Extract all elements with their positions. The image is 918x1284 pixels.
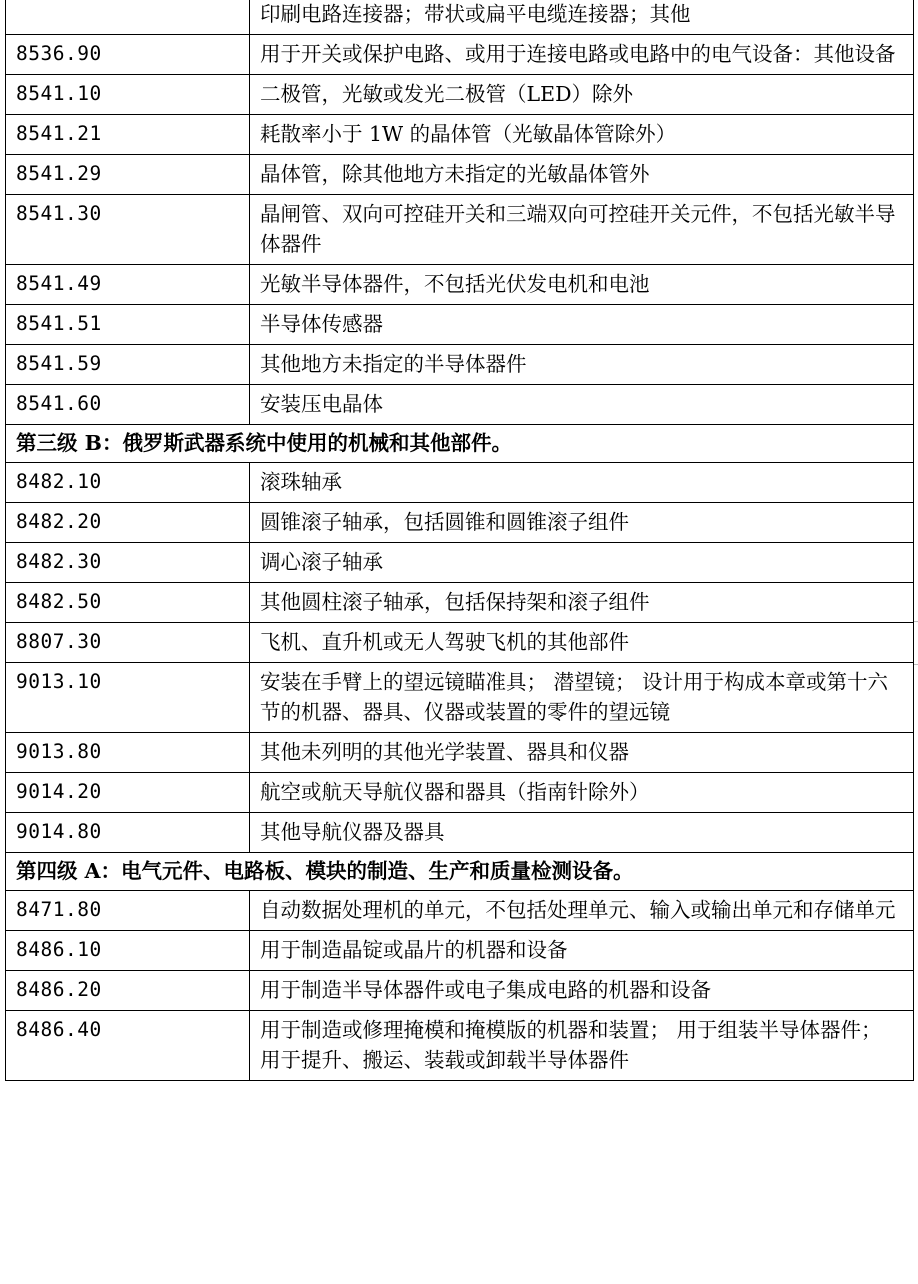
hs-code-cell: 8486.10 — [6, 931, 250, 971]
section-title: 第三级 B：俄罗斯武器系统中使用的机械和其他部件。 — [6, 425, 914, 463]
hs-code-cell: 8541.60 — [6, 385, 250, 425]
description-cell: 圆锥滚子轴承，包括圆锥和圆锥滚子组件 — [250, 503, 914, 543]
hs-code-cell: 8482.10 — [6, 463, 250, 503]
table-row — [6, 35, 914, 75]
hs-code-cell: 9014.80 — [6, 813, 250, 853]
description-cell: 其他导航仪器及器具 — [250, 813, 914, 853]
table-row — [6, 463, 914, 503]
hs-code-cell: 8482.20 — [6, 503, 250, 543]
hs-code-cell: 8807.30 — [6, 623, 250, 663]
description-cell: 其他地方未指定的半导体器件 — [250, 345, 914, 385]
hs-code-table — [5, 0, 914, 1081]
description-cell: 用于制造半导体器件或电子集成电路的机器和设备 — [250, 971, 914, 1011]
hs-code-cell: 8541.21 — [6, 115, 250, 155]
description-cell: 飞机、直升机或无人驾驶飞机的其他部件 — [250, 623, 914, 663]
table-row — [6, 345, 914, 385]
description-cell: 其他圆柱滚子轴承，包括保持架和滚子组件 — [250, 583, 914, 623]
hs-code-cell: 8541.29 — [6, 155, 250, 195]
hs-code-cell: 8482.50 — [6, 583, 250, 623]
hs-code-cell: 9014.20 — [6, 773, 250, 813]
description-cell: 晶体管，除其他地方未指定的光敏晶体管外 — [250, 155, 914, 195]
description-cell: 用于开关或保护电路、或用于连接电路或电路中的电气设备：其他设备 — [250, 35, 914, 75]
table-row — [6, 115, 914, 155]
table-row — [6, 385, 914, 425]
hs-code-cell: 8541.51 — [6, 305, 250, 345]
description-cell: 半导体传感器 — [250, 305, 914, 345]
hs-code-table-body — [6, 0, 914, 1081]
page-edge-mark — [914, 621, 918, 622]
description-cell: 晶闸管、双向可控硅开关和三端双向可控硅开关元件，不包括光敏半导体器件 — [250, 195, 914, 265]
hs-code-cell: 9013.80 — [6, 733, 250, 773]
hs-code-cell: 8541.59 — [6, 345, 250, 385]
description-cell: 印刷电路连接器；带状或扁平电缆连接器；其他 — [250, 0, 914, 35]
section-header-row — [6, 853, 914, 891]
table-row — [6, 0, 914, 35]
table-row — [6, 891, 914, 931]
table-row — [6, 75, 914, 115]
table-row — [6, 543, 914, 583]
table-row — [6, 971, 914, 1011]
description-cell: 光敏半导体器件，不包括光伏发电机和电池 — [250, 265, 914, 305]
table-row — [6, 305, 914, 345]
section-title: 第四级 A：电气元件、电路板、模块的制造、生产和质量检测设备。 — [6, 853, 914, 891]
hs-code-cell — [6, 0, 250, 35]
table-row — [6, 931, 914, 971]
hs-code-cell: 9013.10 — [6, 663, 250, 733]
description-cell: 耗散率小于 1W 的晶体管（光敏晶体管除外） — [250, 115, 914, 155]
description-cell: 调心滚子轴承 — [250, 543, 914, 583]
hs-code-cell: 8482.30 — [6, 543, 250, 583]
hs-code-cell: 8541.49 — [6, 265, 250, 305]
hs-code-cell: 8541.10 — [6, 75, 250, 115]
description-cell: 安装在手臂上的望远镜瞄准具； 潜望镜； 设计用于构成本章或第十六节的机器、器具、仪器或装置的零件的望远镜 — [250, 663, 914, 733]
table-row — [6, 733, 914, 773]
description-cell: 安装压电晶体 — [250, 385, 914, 425]
table-row — [6, 503, 914, 543]
table-row — [6, 813, 914, 853]
table-row — [6, 663, 914, 733]
description-cell: 二极管，光敏或发光二极管（LED）除外 — [250, 75, 914, 115]
hs-code-cell: 8486.20 — [6, 971, 250, 1011]
table-row — [6, 773, 914, 813]
table-row — [6, 583, 914, 623]
description-cell: 滚珠轴承 — [250, 463, 914, 503]
hs-code-cell: 8486.40 — [6, 1011, 250, 1081]
description-cell: 用于制造晶锭或晶片的机器和设备 — [250, 931, 914, 971]
table-row — [6, 265, 914, 305]
section-header-row — [6, 425, 914, 463]
table-row — [6, 155, 914, 195]
page-edge-mark — [914, 664, 918, 665]
table-row — [6, 623, 914, 663]
description-cell: 自动数据处理机的单元，不包括处理单元、输入或输出单元和存储单元 — [250, 891, 914, 931]
description-cell: 航空或航天导航仪器和器具（指南针除外） — [250, 773, 914, 813]
description-cell: 用于制造或修理掩模和掩模版的机器和装置； 用于组装半导体器件； 用于提升、搬运、装载或卸载半导体器件 — [250, 1011, 914, 1081]
description-cell: 其他未列明的其他光学装置、器具和仪器 — [250, 733, 914, 773]
hs-code-cell: 8471.80 — [6, 891, 250, 931]
table-row — [6, 195, 914, 265]
hs-code-cell: 8541.30 — [6, 195, 250, 265]
table-row — [6, 1011, 914, 1081]
hs-code-cell: 8536.90 — [6, 35, 250, 75]
